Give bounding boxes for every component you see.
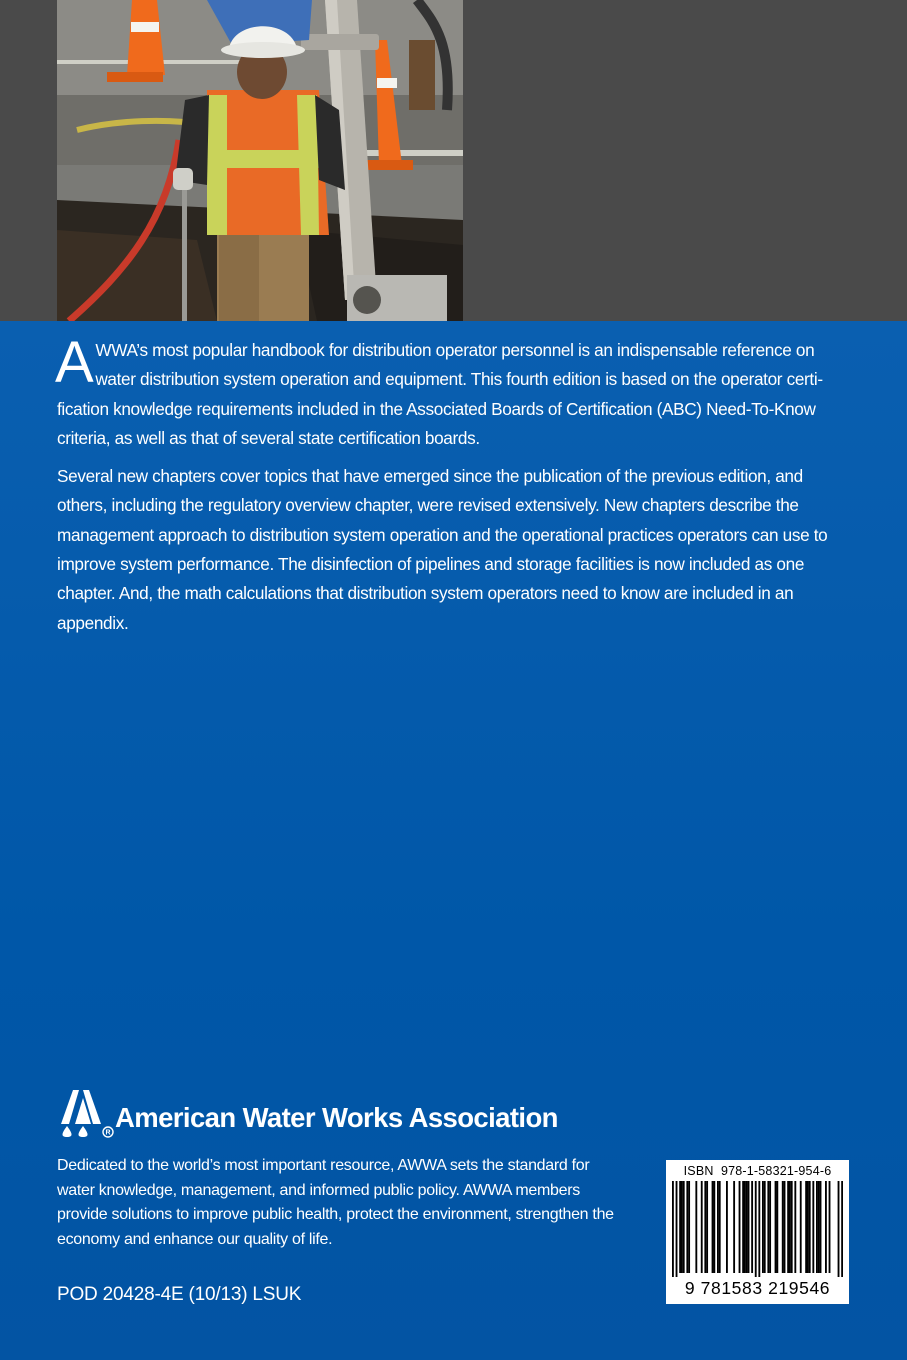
barcode-bar <box>787 1181 789 1273</box>
barcode-bar <box>701 1181 703 1273</box>
barcode-bar <box>805 1181 807 1273</box>
barcode-bar <box>820 1181 822 1273</box>
barcode-bar <box>764 1181 766 1273</box>
barcode-bar <box>704 1181 706 1273</box>
barcode-bar <box>755 1181 757 1277</box>
isbn-barcode <box>666 1160 849 1304</box>
publisher-header <box>57 1086 617 1138</box>
barcode-bar <box>807 1181 809 1273</box>
barcode-bar <box>688 1181 690 1273</box>
description-paragraph-2: Several new chapters cover topics that have emerged since the publication of the previous edition, and others, including the regulatory overview chapter, were revised extensively. New chapters describe the management approach to distribution system operation and the operational practices operators can use to improve system performance. The disinfection of pipelines and storage facilities is now included as one chapter. And, the math calculations that distribution system operators need to know are included in an appendix. <box>57 466 828 633</box>
barcode-bar <box>838 1181 840 1277</box>
barcode-bar <box>800 1181 802 1273</box>
svg-text:R: R <box>105 1129 111 1137</box>
description-paragraph-1 <box>55 330 847 453</box>
barcode-bar <box>683 1181 685 1273</box>
barcode-bar <box>758 1181 760 1277</box>
barcode-bar <box>672 1181 674 1277</box>
drop-cap: A <box>55 330 94 395</box>
barcode-bar <box>726 1181 728 1273</box>
barcode-bar <box>748 1181 750 1273</box>
barcode-bar <box>775 1181 777 1273</box>
barcode-bar <box>776 1181 778 1273</box>
barcode-bar <box>791 1181 793 1273</box>
barcode-bar <box>789 1181 791 1273</box>
barcode-bar <box>829 1181 831 1273</box>
barcode-bar <box>719 1181 721 1273</box>
barcode-bars <box>672 1181 843 1277</box>
publisher-mission: Dedicated to the world’s most important resource, AWWA sets the standard for water knowledge, management, and informed public policy. AWWA members provide solutions to improve public health, protect the environment, strengthen the economy and enhance our quality of life. <box>57 1157 614 1248</box>
barcode-bar <box>767 1181 769 1273</box>
barcode-bar <box>679 1181 681 1273</box>
cover-photo-worker <box>57 0 463 321</box>
barcode-bar <box>742 1181 744 1273</box>
barcode-bar <box>712 1181 714 1273</box>
barcode-bar <box>717 1181 719 1273</box>
barcode-bar <box>751 1181 753 1273</box>
awwa-logo-icon <box>57 1088 117 1143</box>
barcode-bar <box>782 1181 784 1273</box>
barcode-bar <box>706 1181 708 1273</box>
ean-digits: 9 781583 219546 <box>684 1278 831 1298</box>
book-description <box>55 330 847 647</box>
barcode-bar <box>695 1181 697 1273</box>
barcode-bar <box>713 1181 715 1273</box>
barcode-bar <box>816 1181 818 1273</box>
pod-code: POD 20428-4E (10/13) LSUK <box>57 1284 302 1305</box>
barcode-bar <box>733 1181 735 1273</box>
barcode-bar <box>812 1181 814 1273</box>
barcode-bar <box>784 1181 786 1273</box>
barcode-bar <box>681 1181 683 1273</box>
barcode-bar <box>841 1181 843 1277</box>
barcode-bar <box>769 1181 771 1273</box>
barcode-bar <box>739 1181 741 1273</box>
barcode-bar <box>825 1181 827 1273</box>
barcode-bar <box>762 1181 764 1273</box>
isbn-label: ISBN 978-1-58321-954-6 <box>683 1164 832 1178</box>
barcode-bar <box>794 1181 796 1273</box>
barcode-bar <box>818 1181 820 1273</box>
description-paragraph-1-text: WWA’s most popular handbook for distribution operator personnel is an indispensable reference on water distribution system operation and equipment. This fourth edition is based on the operator certification knowledge requirements included in the Associated Boards of Certification (ABC) Need-To-Know criteria, as well as that of several state certification boards. <box>57 340 824 448</box>
barcode-bar <box>744 1181 746 1273</box>
barcode-bar <box>746 1181 748 1273</box>
barcode-bar <box>676 1181 678 1277</box>
publisher-name: American Water Works Association <box>115 1102 558 1133</box>
barcode-bar <box>686 1181 688 1273</box>
barcode-bar <box>809 1181 811 1273</box>
